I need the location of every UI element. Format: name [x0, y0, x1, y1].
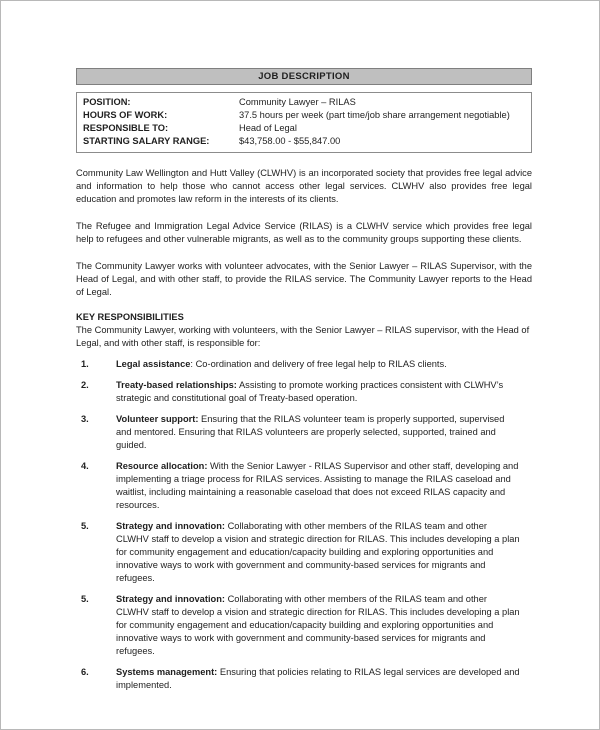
item-number: 5.: [81, 594, 89, 604]
item-description: Assisting to promote working practices consistent with CLWHV’s strategic and constitutional goal of Treaty-based operation.: [116, 380, 504, 403]
item-number: 4.: [81, 461, 89, 471]
key-responsibilities-intro: The Community Lawyer, working with volunteers, with the Senior Lawyer – RILAS supervisor, with the Head of Legal, and with other staff, is responsible for:: [76, 325, 530, 348]
intro-paragraph-clwhv: Community Law Wellington and Hutt Valley (CLWHV) is an incorporated society that provides free legal advice and information to help those who cannot access other legal services. CLWHV also provides free legal education and promotes law reform in the interests of its clients.: [76, 168, 532, 204]
item-label: Treaty-based relationships:: [116, 380, 237, 390]
item-description: With the Senior Lawyer - RILAS Supervisor and other staff, developing and implementing a triage process for RILAS services. Assisting to manage the RILAS caseload and waitlist, including maintaining a reasonable caseload that does not exceed RILAS capacity and resources.: [116, 461, 519, 510]
item-label: Resource allocation:: [116, 461, 208, 471]
item-description: Ensuring that policies relating to RILAS legal services are developed and implemented.: [116, 667, 520, 690]
item-description: Ensuring that the RILAS volunteer team is properly supported, supervised and mentored. Ensuring that RILAS volunteers are properly selected, supported, trained and guided.: [116, 414, 505, 450]
position-info-table: [76, 92, 532, 153]
list-item: [76, 593, 532, 658]
table-row: [83, 96, 527, 109]
item-text: [116, 460, 532, 512]
list-item: [76, 666, 532, 692]
intro-paragraph-reporting: The Community Lawyer works with volunteer advocates, with the Senior Lawyer – RILAS Supervisor, with the Head of Legal, and with other staff, to provide the RILAS service. The Community Lawyer reports to the Head of Legal.: [76, 261, 532, 297]
item-text: [116, 413, 532, 452]
list-item: [76, 460, 532, 512]
row-value: Community Lawyer – RILAS: [239, 97, 356, 107]
item-text: [116, 379, 532, 405]
row-value: $43,758.00 - $55,847.00: [239, 136, 341, 146]
key-responsibilities-heading: KEY RESPONSIBILITIES: [76, 312, 184, 322]
item-text: [116, 666, 532, 692]
item-number: 2.: [81, 380, 89, 390]
item-label: Volunteer support:: [116, 414, 199, 424]
table-row: [83, 122, 527, 135]
item-number: 5.: [81, 521, 89, 531]
list-item: [76, 379, 532, 405]
row-label: HOURS OF WORK:: [83, 110, 168, 120]
item-label: Legal assistance: [116, 359, 191, 369]
table-row: [83, 135, 527, 148]
item-label: Strategy and innovation:: [116, 594, 225, 604]
item-label: Systems management:: [116, 667, 218, 677]
responsibilities-list: [76, 358, 532, 692]
item-description: Collaborating with other members of the RILAS team and other CLWHV staff to develop a vision and strategic direction for RILAS. This includes developing a plan for community engagement and education/capacity building and exploring opportunities and innovative ways to work with government and community-based services for migrants and refugees.: [116, 521, 520, 583]
document-content: [76, 68, 532, 692]
intro-paragraph-rilas: The Refugee and Immigration Legal Advice Service (RILAS) is a CLWHV service which provides free legal help to refugees and other vulnerable migrants, as well as to the community groups supporting these clients.: [76, 221, 532, 244]
item-label: Strategy and innovation:: [116, 521, 225, 531]
list-item: [76, 413, 532, 452]
item-text: [116, 358, 532, 371]
table-row: [83, 109, 527, 122]
list-item: [76, 520, 532, 585]
item-number: 6.: [81, 667, 89, 677]
item-description: : Co-ordination and delivery of free legal help to RILAS clients.: [190, 359, 447, 369]
item-number: 1.: [81, 359, 89, 369]
row-value: Head of Legal: [239, 123, 297, 133]
item-text: [116, 520, 532, 585]
item-description: Collaborating with other members of the RILAS team and other CLWHV staff to develop a vision and strategic direction for RILAS. This includes developing a plan for community engagement and education/capacity building and exploring opportunities and innovative ways to work with government and community-based services for migrants and refugees.: [116, 594, 520, 656]
document-title-bar: [76, 68, 532, 85]
row-label: RESPONSIBLE TO:: [83, 123, 169, 133]
row-label: STARTING SALARY RANGE:: [83, 136, 210, 146]
row-value: 37.5 hours per week (part time/job share arrangement negotiable): [239, 110, 510, 120]
row-label: POSITION:: [83, 97, 131, 107]
item-text: [116, 593, 532, 658]
item-number: 3.: [81, 414, 89, 424]
list-item: [76, 358, 532, 371]
document-title: JOB DESCRIPTION: [258, 71, 350, 82]
